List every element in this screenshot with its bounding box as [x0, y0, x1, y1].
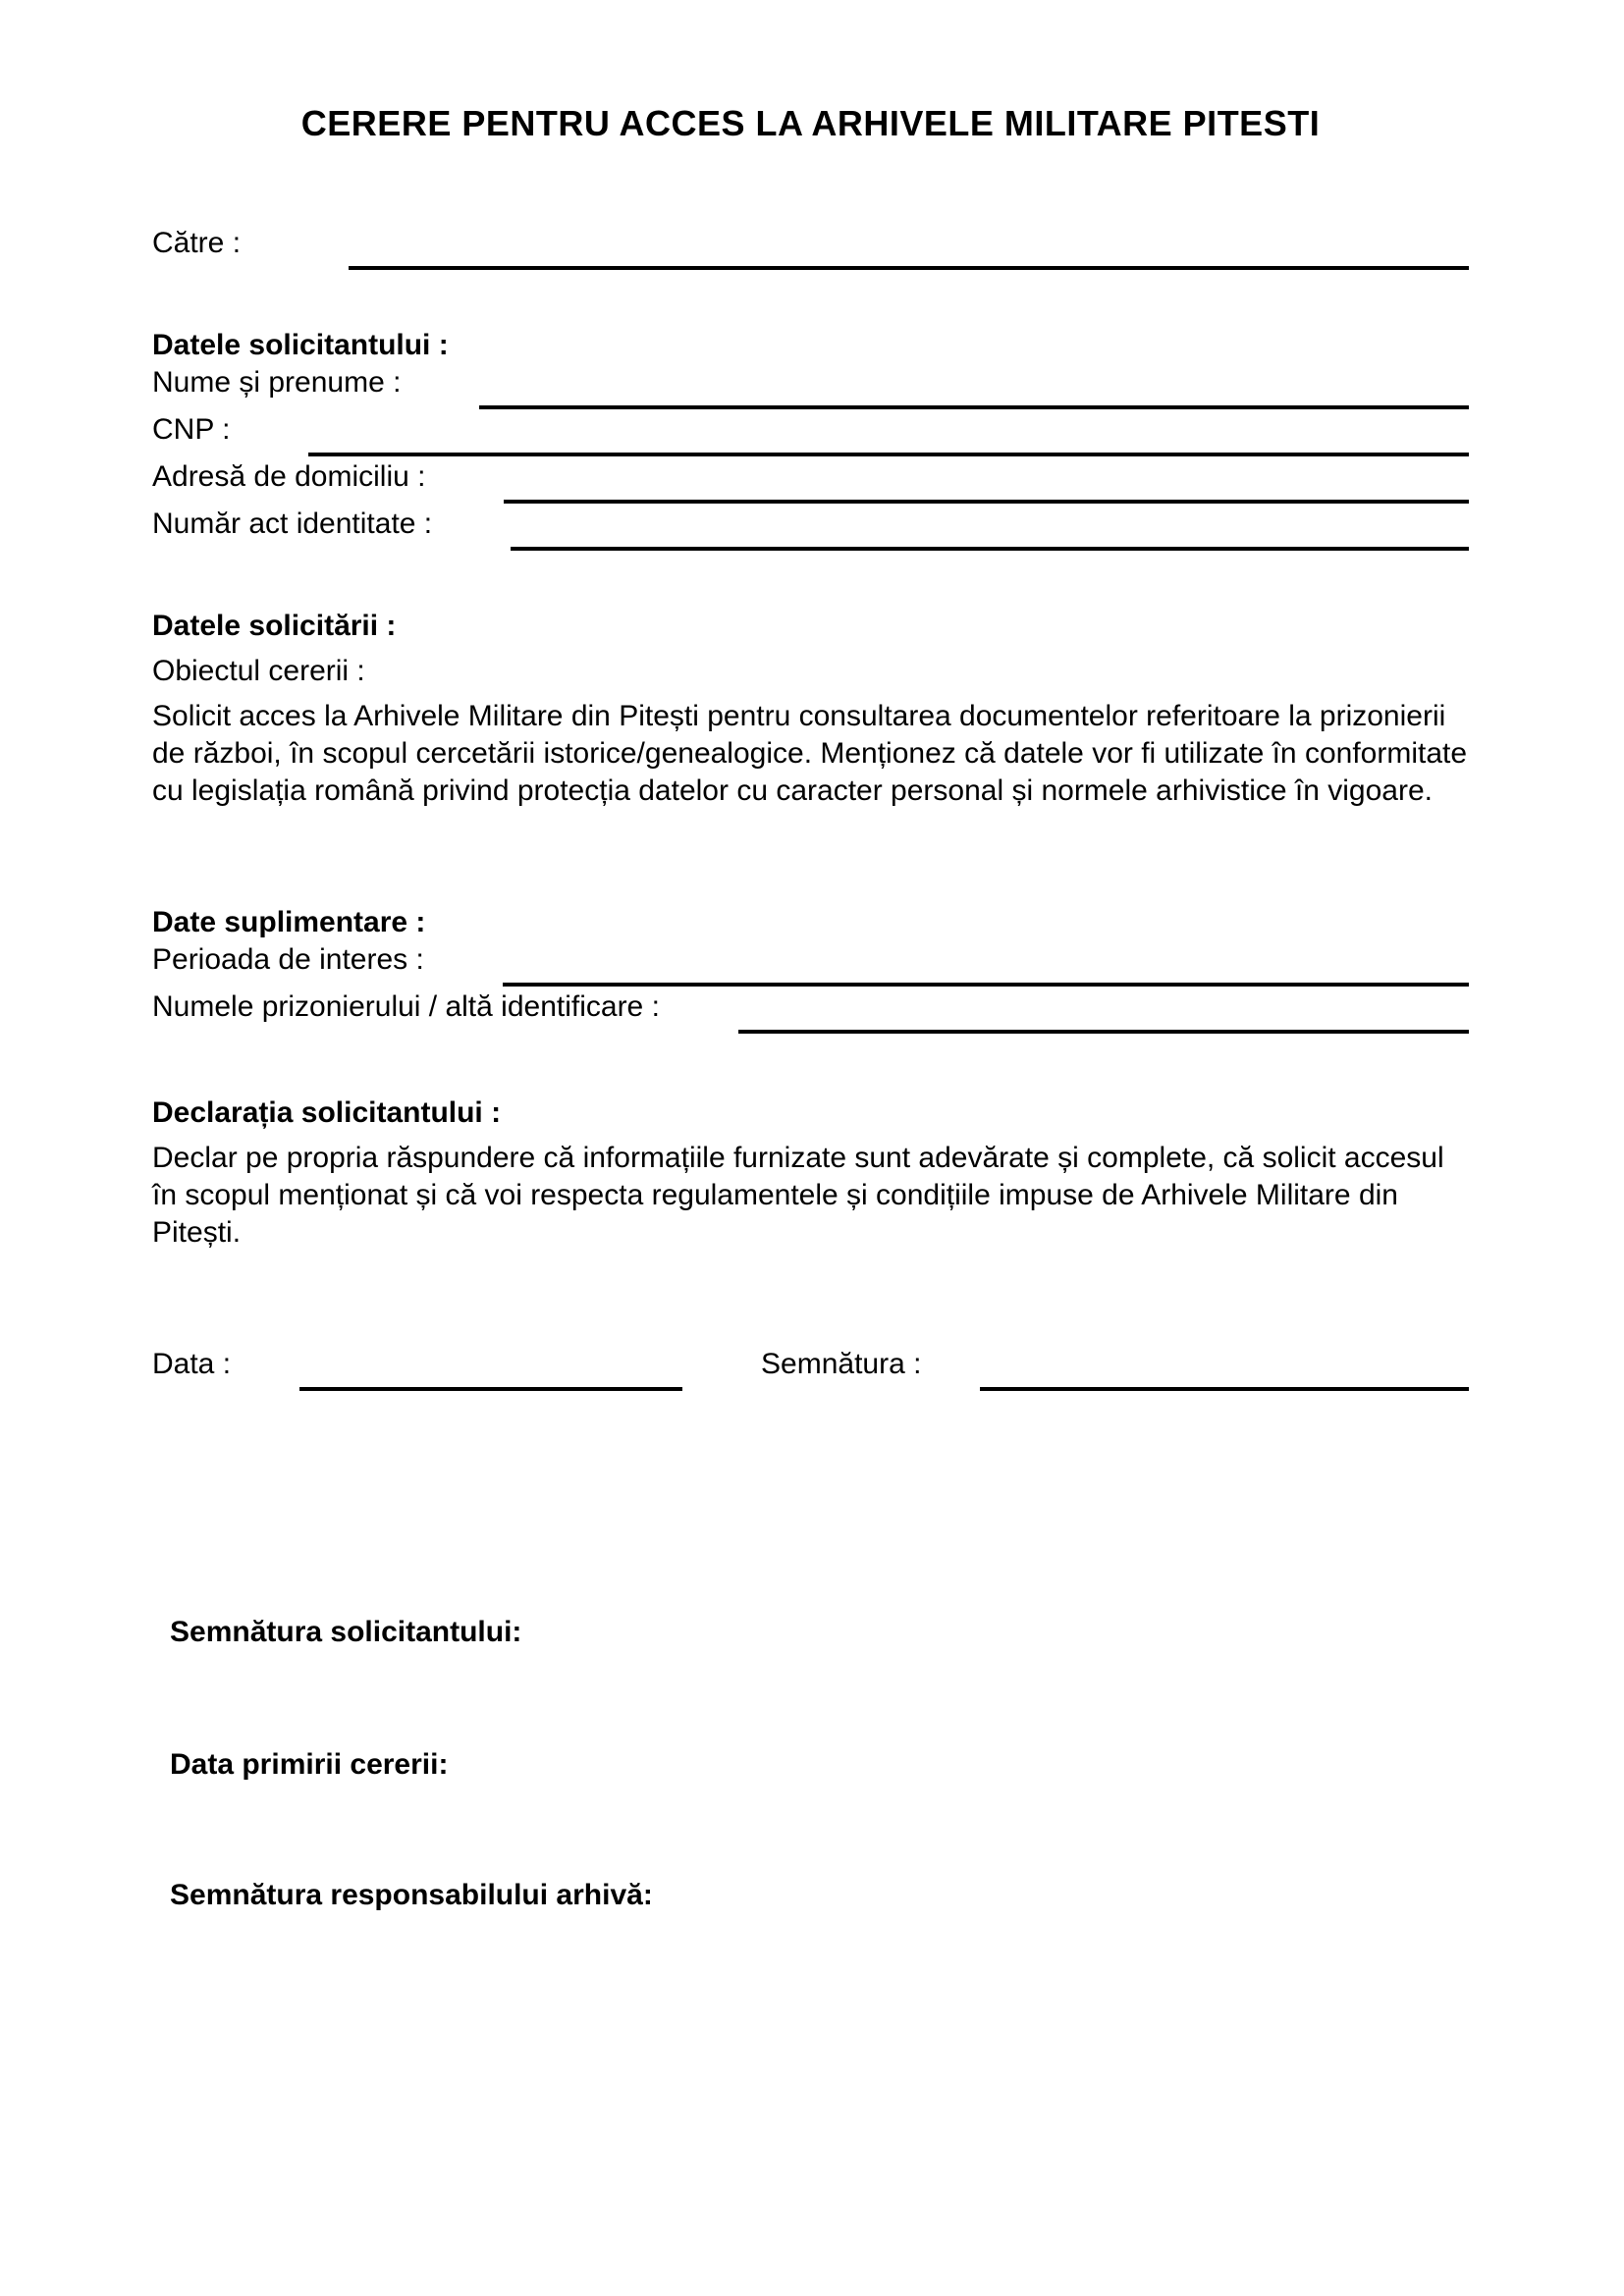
field-row-cnp	[152, 411, 1469, 458]
field-row-address	[152, 458, 1469, 506]
address-label: Adresă de domiciliu :	[152, 460, 426, 493]
to-label: Către :	[152, 227, 242, 259]
fill-line-nume-prenume[interactable]	[479, 364, 1469, 409]
name-label: Nume și prenume :	[152, 366, 402, 399]
prisoner-name-label: Numele prizonierului / altă identificare :	[152, 990, 660, 1023]
fill-line-catre[interactable]	[349, 225, 1469, 270]
signature-label: Semnătura :	[761, 1348, 922, 1380]
section-heading-declaration: Declarația solicitantului :	[152, 1096, 502, 1129]
field-row-id-number	[152, 506, 1469, 553]
fill-line-perioada[interactable]	[503, 941, 1469, 987]
field-row-prisoner-name	[152, 988, 1469, 1036]
fill-line-nume-prizonier[interactable]	[738, 988, 1469, 1034]
archivist-signature-label: Semnătura responsabilului arhivă:	[170, 1879, 653, 1911]
cnp-label: CNP :	[152, 413, 231, 446]
page-title: CERERE PENTRU ACCES LA ARHIVELE MILITARE PITESTI	[300, 103, 1321, 143]
section-heading-supplementary-data: Date suplimentare :	[152, 906, 426, 938]
fill-line-adresa[interactable]	[504, 458, 1469, 504]
fill-line-act-identitate[interactable]	[511, 506, 1469, 551]
field-row-period	[152, 941, 1469, 988]
date-signature-row	[152, 1346, 1469, 1393]
section-heading-applicant-data: Datele solicitantului :	[152, 329, 449, 361]
request-statement: Solicit acces la Arhivele Militare din Pitești pentru consultarea documentelor referitoare la prizonierii de război, în scopul cercetării istorice/genealogice. Menționez că datele vor fi utilizate în conformitate cu legislația română privind protecția datelor cu caracter personal și normele arhivistice în vigoare.	[152, 700, 1468, 807]
to-row	[152, 225, 1469, 272]
period-label: Perioada de interes :	[152, 943, 424, 976]
applicant-signature-label: Semnătura solicitantului:	[170, 1616, 522, 1648]
declaration-statement: Declar pe propria răspundere că informațiile furnizate sunt adevărate și complete, că solicit accesul în scopul menționat și că voi respecta regulamentele și condițiile impuse de Arhivele Militare din Pitești.	[152, 1142, 1444, 1249]
date-label: Data :	[152, 1348, 232, 1380]
fill-line-cnp[interactable]	[308, 411, 1469, 456]
receive-date-label: Data primirii cererii:	[170, 1748, 449, 1781]
fill-line-data[interactable]	[299, 1346, 682, 1391]
section-heading-request-data: Datele solicitării :	[152, 610, 397, 642]
id-number-label: Număr act identitate :	[152, 507, 433, 540]
field-row-name	[152, 364, 1469, 411]
fill-line-semnatura[interactable]	[980, 1346, 1469, 1391]
request-object-label: Obiectul cererii :	[152, 655, 365, 687]
